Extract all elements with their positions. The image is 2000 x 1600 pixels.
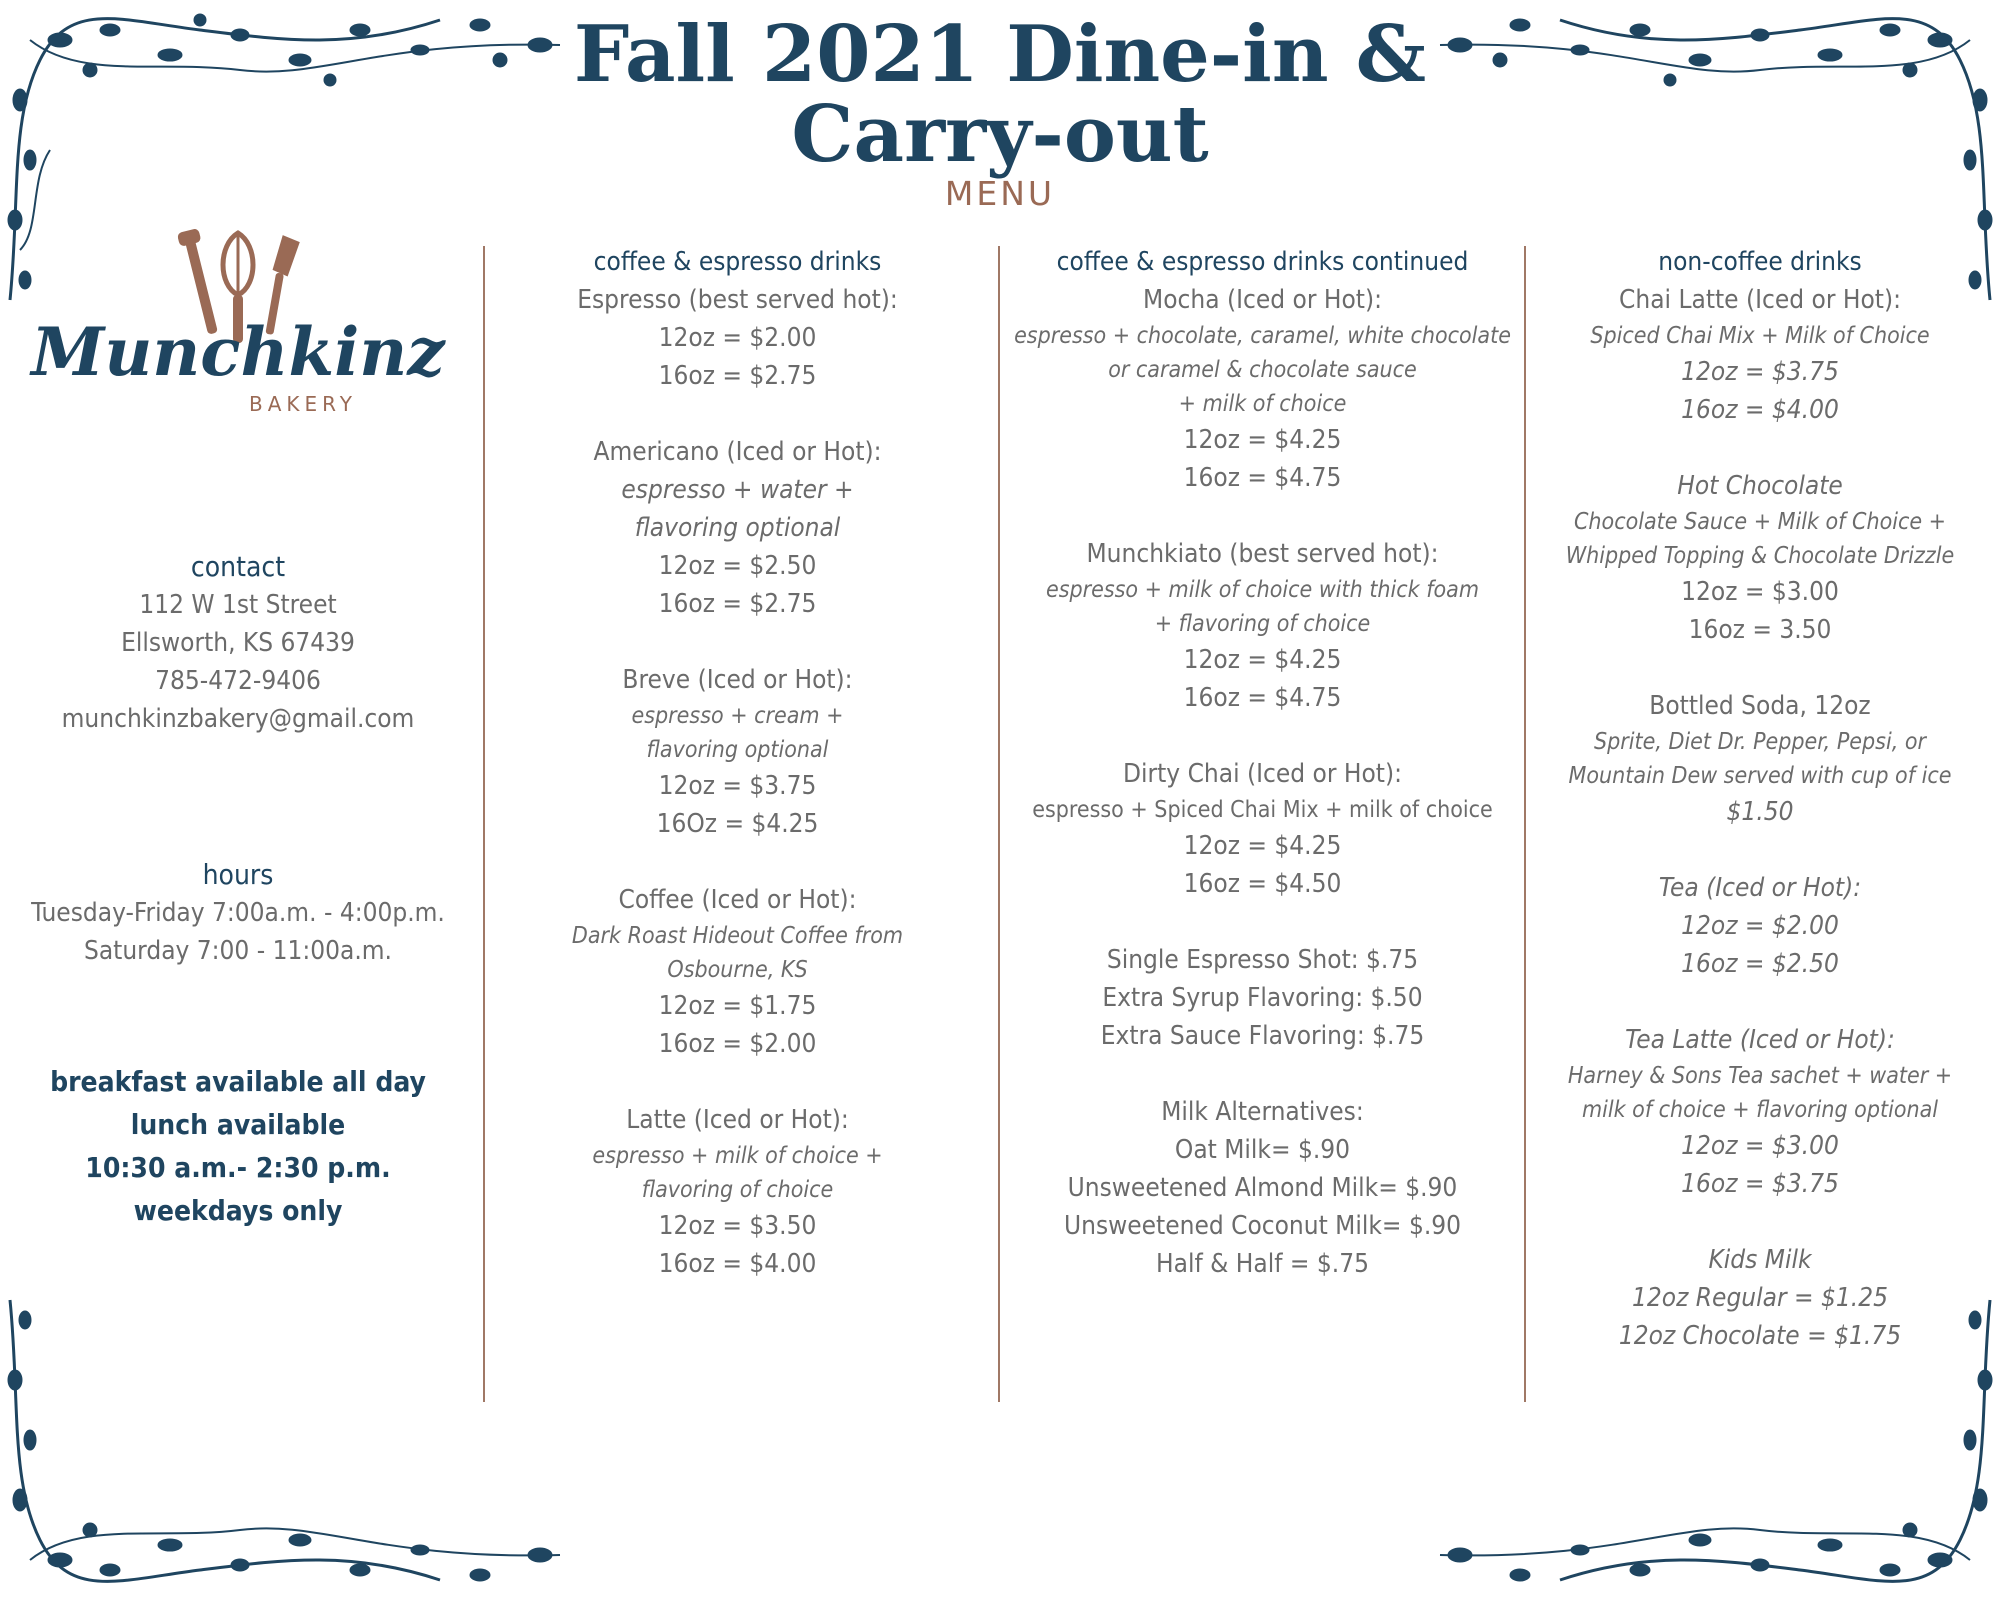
milk-alternatives-heading: Milk Alternatives: <box>1161 1097 1364 1127</box>
item-price-12oz: 12oz = $3.00 <box>1681 577 1839 607</box>
item-description: espresso + milk of choice + <box>592 1143 883 1169</box>
extra-sauce: Extra Sauce Flavoring: $.75 <box>1100 1021 1425 1051</box>
item-price-16oz: 16oz = $4.00 <box>1681 395 1839 425</box>
item-name: Coffee (Iced or Hot): <box>618 885 857 915</box>
column-heading: non-coffee drinks <box>1658 247 1862 277</box>
item-description: milk of choice + flavoring optional <box>1581 1097 1939 1123</box>
item-price: $1.50 <box>1726 797 1794 827</box>
item-description: espresso + cream + <box>631 703 844 729</box>
menu-item-dirty-chai <box>1010 755 1515 903</box>
item-description: Chocolate Sauce + Milk of Choice + <box>1573 509 1947 535</box>
item-price-16oz: 16oz = $3.75 <box>1681 1169 1839 1199</box>
menu-title-line1: Fall 2021 Dine-in & <box>573 9 1427 100</box>
menu-item-mocha <box>1010 281 1515 497</box>
item-price-12oz: 12oz = $4.25 <box>1183 425 1342 455</box>
item-price-16oz: 16oz = $4.00 <box>658 1249 817 1279</box>
item-price-12oz: 12oz = $2.00 <box>1681 911 1839 941</box>
item-price-16oz: 16oz = $2.75 <box>658 589 817 619</box>
menu-item-coffee <box>510 881 965 1063</box>
item-name: Munchkiato (best served hot): <box>1086 539 1439 569</box>
address-line2: Ellsworth, KS 67439 <box>121 628 355 658</box>
item-price-16oz: 16oz = $4.75 <box>1183 683 1342 713</box>
note-lunch-hours: 10:30 a.m.- 2:30 p.m. <box>85 1151 391 1184</box>
menu-item-tea-latte <box>1540 1021 1980 1203</box>
menu-item-tea <box>1540 869 1980 983</box>
milk-oat: Oat Milk= $.90 <box>1174 1135 1351 1165</box>
menu-item-espresso <box>510 281 965 395</box>
item-description: Mountain Dew served with cup of ice <box>1568 763 1952 789</box>
item-price-12oz: 12oz = $3.75 <box>1681 357 1839 387</box>
logo-wordmark: Munchkinz <box>31 313 445 391</box>
email-address: munchkinzbakery@gmail.com <box>61 704 415 734</box>
item-price-chocolate: 12oz Chocolate = $1.75 <box>1618 1321 1902 1351</box>
item-description: espresso + milk of choice with thick foam <box>1045 577 1480 603</box>
item-price-16oz: 16oz = $4.50 <box>1183 869 1342 899</box>
item-price-12oz: 12oz = $3.50 <box>658 1211 817 1241</box>
item-description: Whipped Topping & Chocolate Drizzle <box>1565 543 1955 569</box>
item-price-16oz: 16oz = $2.75 <box>658 361 817 391</box>
logo-sub: BAKERY <box>249 392 357 416</box>
hours-section <box>28 856 448 970</box>
item-name: Americano (Iced or Hot): <box>593 437 882 467</box>
menu-item-kids-milk <box>1540 1241 1980 1355</box>
item-price-16oz: 16oz = $4.75 <box>1183 463 1342 493</box>
hours-heading: hours <box>202 858 274 891</box>
item-price-16oz: 16oz = $2.00 <box>658 1029 817 1059</box>
menu-column-coffee-continued <box>1010 243 1515 1283</box>
item-name: Tea Latte (Iced or Hot): <box>1625 1025 1895 1055</box>
menu-item-bottled-soda <box>1540 687 1980 831</box>
milk-alternatives <box>1010 1093 1515 1283</box>
item-description: espresso + Spiced Chai Mix + milk of choice <box>1032 797 1493 823</box>
note-breakfast: breakfast available all day <box>50 1065 426 1098</box>
menu-subtitle: MENU <box>944 174 1056 213</box>
menu-item-latte <box>510 1101 965 1283</box>
column-heading: coffee & espresso drinks continued <box>1056 247 1469 277</box>
munchkinz-bakery-logo <box>31 225 445 425</box>
menu-column-non-coffee <box>1540 243 1980 1355</box>
column-heading: coffee & espresso drinks <box>593 247 882 277</box>
item-price-12oz: 12oz = $4.25 <box>1183 645 1342 675</box>
contact-section <box>28 548 448 738</box>
item-description: flavoring of choice <box>641 1177 834 1203</box>
menu-item-americano <box>510 433 965 623</box>
item-description: flavoring optional <box>646 737 829 763</box>
item-name: Latte (Iced or Hot): <box>626 1105 849 1135</box>
milk-coconut: Unsweetened Coconut Milk= $.90 <box>1063 1211 1462 1241</box>
item-description: Spiced Chai Mix + Milk of Choice <box>1590 323 1930 349</box>
item-name: Mocha (Iced or Hot): <box>1143 285 1382 315</box>
item-price-12oz: 12oz = $2.50 <box>658 551 817 581</box>
column-divider-1 <box>483 246 485 1402</box>
item-description: Dark Roast Hideout Coffee from <box>571 923 904 949</box>
floral-corner-bottom-left <box>0 1270 580 1600</box>
item-name: Kids Milk <box>1708 1245 1812 1275</box>
hours-saturday: Saturday 7:00 - 11:00a.m. <box>84 936 392 966</box>
milk-half-and-half: Half & Half = $.75 <box>1156 1249 1369 1279</box>
item-description: + flavoring of choice <box>1154 611 1371 637</box>
item-description: flavoring optional <box>634 513 841 543</box>
item-price-12oz: 12oz = $3.75 <box>658 771 817 801</box>
extra-espresso-shot: Single Espresso Shot: $.75 <box>1106 945 1419 975</box>
menu-item-breve <box>510 661 965 843</box>
item-description: Osbourne, KS <box>667 957 808 983</box>
item-name: Hot Chocolate <box>1677 471 1843 501</box>
item-price-16oz: 16Oz = $4.25 <box>656 809 819 839</box>
item-price-12oz: 12oz = $1.75 <box>658 991 817 1021</box>
item-description: Harney & Sons Tea sachet + water + <box>1567 1063 1953 1089</box>
item-description: espresso + chocolate, caramel, white chocolate <box>1014 323 1511 349</box>
menu-column-coffee <box>510 243 965 1283</box>
item-price-12oz: 12oz = $4.25 <box>1183 831 1342 861</box>
item-price-regular: 12oz Regular = $1.25 <box>1632 1283 1888 1313</box>
hours-weekday: Tuesday-Friday 7:00a.m. - 4:00p.m. <box>31 898 445 928</box>
item-description: Sprite, Diet Dr. Pepper, Pepsi, or <box>1593 729 1927 755</box>
menu-item-hot-chocolate <box>1540 467 1980 649</box>
phone-number: 785-472-9406 <box>155 666 321 696</box>
item-price-12oz: 12oz = $2.00 <box>658 323 817 353</box>
item-description: or caramel & chocolate sauce <box>1108 357 1417 383</box>
item-name: Bottled Soda, 12oz <box>1649 691 1871 721</box>
item-name: Dirty Chai (Iced or Hot): <box>1123 759 1402 789</box>
item-price-16oz: 16oz = $2.50 <box>1681 949 1839 979</box>
note-weekdays: weekdays only <box>133 1194 343 1227</box>
menu-item-munchkiato <box>1010 535 1515 717</box>
extra-syrup: Extra Syrup Flavoring: $.50 <box>1102 983 1423 1013</box>
item-name: Breve (Iced or Hot): <box>622 665 853 695</box>
menu-item-chai-latte <box>1540 281 1980 429</box>
item-price-16oz: 16oz = 3.50 <box>1688 615 1832 645</box>
milk-almond: Unsweetened Almond Milk= $.90 <box>1067 1173 1458 1203</box>
item-name: Tea (Iced or Hot): <box>1658 873 1862 903</box>
item-price-12oz: 12oz = $3.00 <box>1681 1131 1839 1161</box>
contact-heading: contact <box>190 550 286 583</box>
column-divider-2 <box>998 246 1000 1402</box>
item-description: + milk of choice <box>1178 391 1347 417</box>
item-name: Chai Latte (Iced or Hot): <box>1619 285 1901 315</box>
address-line1: 112 W 1st Street <box>139 590 337 620</box>
item-name: Espresso (best served hot): <box>577 285 898 315</box>
item-description: espresso + water + <box>621 475 854 505</box>
service-notes <box>28 1060 448 1232</box>
note-lunch: lunch available <box>130 1108 346 1141</box>
column-divider-3 <box>1524 246 1526 1402</box>
menu-title-line2: Carry-out <box>791 89 1209 180</box>
menu-extras <box>1010 941 1515 1055</box>
